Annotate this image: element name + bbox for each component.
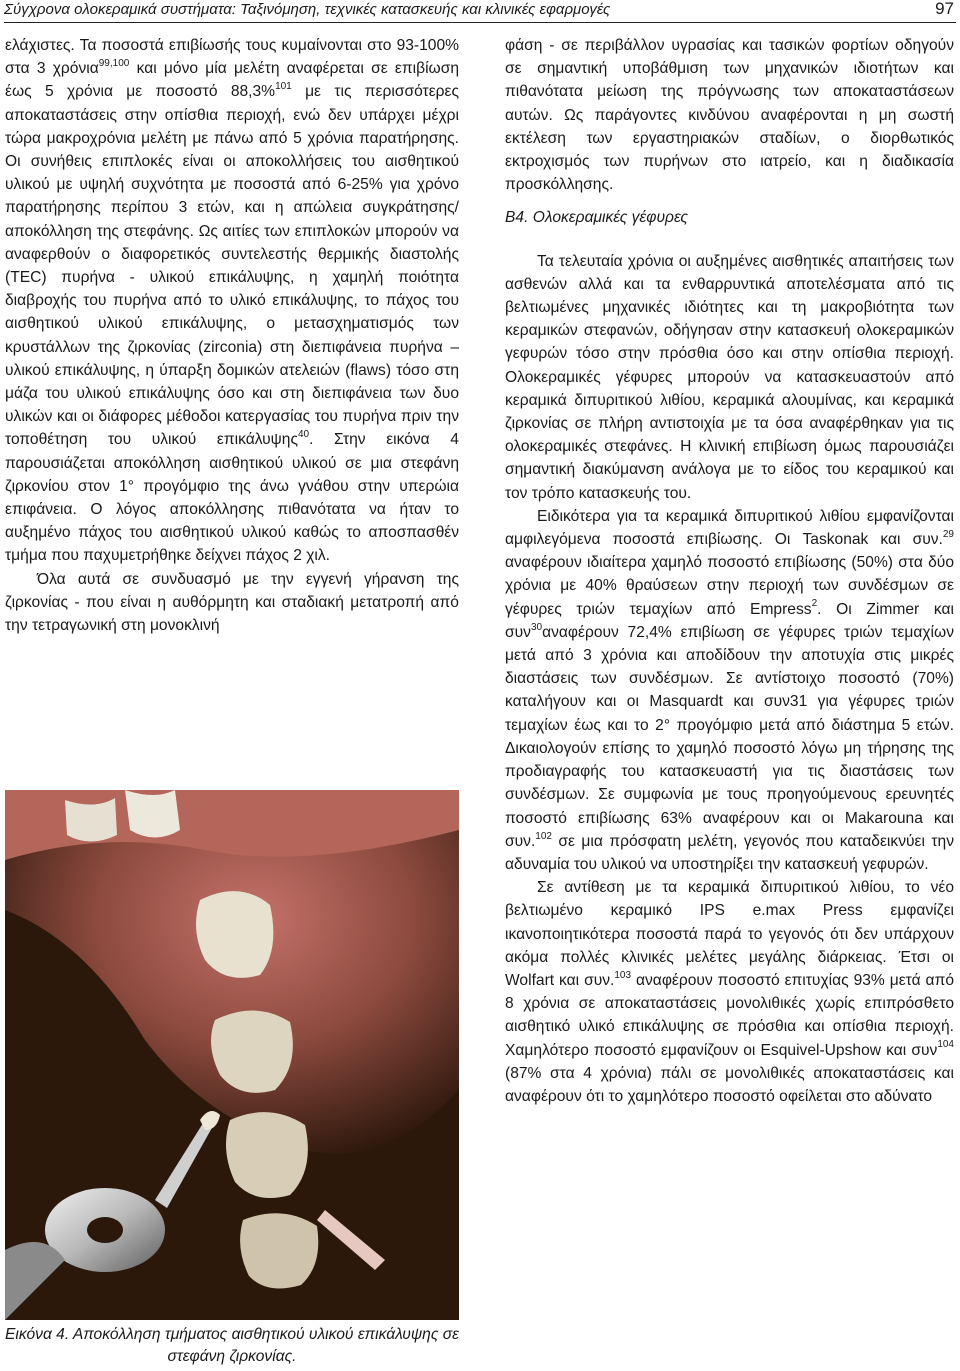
citation: 30 (530, 621, 543, 633)
text-run: σε μια πρόσφατη μελέτη, γεγονός που καταδεικνύει την αδυναμία του υλικού να υποστηρίξει την κατασκευή γεφυρών. (505, 832, 954, 873)
figure-4-photo (5, 790, 459, 1320)
left-column (5, 34, 459, 637)
citation: 29 (942, 528, 954, 540)
citation: 101 (275, 81, 292, 93)
dental-photo-illustration (5, 790, 459, 1320)
running-title: Σύγχρονα ολοκεραμικά συστήματα: Ταξινόμηση, τεχνικές κατασκευής και κλινικές εφαρμογές (4, 1, 611, 18)
text-run: με τις περισσότερες αποκαταστάσεις στην οπίσθια περιοχή, ενώ δεν υπάρχει μέχρι τώρα μακροχρόνια μελέτη με πάνω από 5 χρόνια παρατήρησης. Οι συνήθεις επιπλοκές είναι οι αποκολλήσεις του αισθητικού υλικού με υψηλή συχνότητα με ποσοστά από 6-25% για χρόνο παρατήρησης περίπου 3 ετών, και η απώλεια συγκράτησης/αποκόλληση της στεφάνης. Ως αιτίες των επιπλοκών μπορούν να αναφερθούν ο διαφορετικός συντελεστής θερμικής διαστολής (TEC) πυρήνα - υλικού επικάλυψης, η χαμηλή ποιότητα διαβροχής του πυρήνα από το υλικό επικάλυψης, το πάχος του αισθητικού υλικού επικάλυψης, ο μετασχηματισμός των κρυστάλλων της ζιρκονίας (zirconia) στη διεπιφάνεια πυρήνα – υλικού επικάλυψης, η ύπαρξη δομικών ατελειών (flaws) τόσο στη μάζα του υλικού επικάλυψης όσο και στη διεπιφάνεια των δυο υλικών και οι διάφορες μέθοδοι κατεργασίας του πυρήνα πριν την τοποθέτηση του υλικού επικάλυψης (5, 83, 459, 449)
molar-shape (226, 1112, 308, 1198)
caliper-hole (87, 1217, 123, 1243)
citation: 102 (535, 830, 552, 842)
text-run: Σε αντίθεση με τα κεραμικά διπυριτικού λιθίου, το νέο βελτιωμένο κεραμικό IPS e.max Press εμφανίζει ικανοποιητικότερα ποσοστά παρά το γεγονός ότι δεν υπάρχουν ακόμα πολλές κλινικές μελέτες μεγάλης διάρκειας. Έτσι οι Wolfart και συν. (505, 879, 954, 989)
text-run: αναφέρουν 72,4% επιβίωση σε γέφυρες τριών τεμαχίων μετά από 3 χρόνια και αποδίδουν την αποτυχία στις μικρές διαστάσεις των συνδέσμων. Σε αντίστοιχο ποσοστό (70%) καταλήγουν και οι Masquardt και συν31 για γέφυρες τριών τεμαχίων έως και το 2° προγόμφιο μετά από διάστημα 5 ετών. Δικαιολογούν επίσης το χαμηλό ποσοστό λόγω μη τήρησης της προδιαγραφής του κατασκευαστή για τις διαστάσεις των συνδέσμων. Σε συμφωνία με τους προηγούμενους ερευνητές ποσοστό επιβίωσης 63% αναφέρουν και οι Makarouna και συν. (505, 623, 954, 850)
section-heading: Β4. Ολοκεραμικές γέφυρες (505, 209, 688, 227)
text-run: (87% στα 4 χρόνια) πάλι σε μονολιθικές αποκαταστάσεις και αναφέρουν ότι το χαμηλότερο ποσοστό οφείλεται στο αδύνατο (505, 1064, 954, 1105)
text-run: αναφέρουν ιδιαίτερα χαμηλό ποσοστό επιβίωσης (50%) στα δύο χρόνια με 40% θραύσεων στην περιοχή των συνδέσμων σε γέφυρες τριών τεμαχίων από Empress (505, 554, 954, 618)
left-paragraph-1 (5, 34, 459, 568)
text-run: ελάχιστες. Τα ποσοστά επιβίωσής τους κυμαίνονται στο 93-100% στα 3 χρόνια (5, 37, 459, 78)
citation: 99,100 (98, 58, 130, 70)
citation: 2 (811, 598, 818, 610)
right-column (505, 34, 954, 1108)
right-paragraph-2: Τα τελευταία χρόνια οι αυξημένες αισθητικές απαιτήσεις των ασθενών αλλά και τα ενθαρρυντικά αποτελέσματα από τις βελτιωμένες μηχανικές ιδιότητες και τη μακροβιότητα των κεραμικών στεφανών, οδήγησαν στην κατασκευή ολοκεραμικών γεφυρών τόσο στην πρόσθια όσο και στην οπίσθια περιοχή. Ολοκεραμικές γέφυρες μπορούν να κατασκευαστούν από κεραμικά διπυριτικού λιθίου, κεραμικά αλουμίνας, και κεραμικά ζιρκονίας σε πλήρη αντιστοιχία με τα όσα αναφέρθηκαν για τις ολοκεραμικές στεφάνες. Η κλινική επιβίωση όμως παρουσιάζει σημαντική διακύμανση ανάλογα με το είδος του κεραμικού και τον τρόπο κατασκευής του. (505, 252, 954, 502)
citation: 40 (297, 429, 310, 441)
molar-shape (240, 1213, 318, 1288)
citation: 103 (614, 969, 632, 981)
right-paragraph-4 (505, 876, 954, 1108)
running-header (4, 0, 956, 23)
page-number: 97 (935, 0, 954, 18)
figure-caption: Εικόνα 4. Αποκόλληση τμήματος αισθητικού υλικού επικάλυψης σε στεφάνη ζιρκονίας. (5, 1326, 460, 1365)
citation: 104 (937, 1039, 954, 1051)
incisor-shape (125, 790, 180, 838)
text-run: αναφέρουν ποσοστό επιτυχίας 93% μετά από 8 χρόνια σε αποκαταστάσεις μονολιθικές χωρίς επιπρόσθετο αισθητικό υλικό επικάλυψης σε πρόσθια και οπίσθια περιοχή. Χαμηλότερο ποσοστό εμφανίζουν οι Esquivel-Upshow και συν (505, 971, 954, 1059)
text-run: Ειδικότερα για τα κεραμικά διπυριτικού λιθίου εμφανίζονται αμφιλεγόμενα ποσοστά επιβίωσης. Οι Taskonak και συν. (505, 507, 954, 549)
text-run: . Οι Zimmer και συν (505, 600, 954, 641)
text-run: και μόνο μία μελέτη αναφέρεται σε επιβίωση έως 5 χρόνια με ποσοστό 88,3% (5, 60, 460, 101)
right-paragraph-3 (505, 505, 954, 876)
right-paragraph-1: φάση - σε περιβάλλον υγρασίας και τασικών φορτίων οδηγούν σε σημαντική υποβάθμιση των μηχανικών ιδιοτήτων και πιθανότατα μείωση της πρόγνωσης των αποκαταστάσεων αυτών. Ως παράγοντες κινδύνου αναφέρονται η μη σωστή εκτέλεση των εργαστηριακών σταδίων, ο διορθωτικός εκτροχισμός των πυρήνων στο ιατρείο, και η διαδικασία προσκόλλησης. (505, 37, 954, 194)
left-paragraph-2: Όλα αυτά σε συνδυασμό με την εγγενή γήρανση της ζιρκονίας - που είναι η αυθόρμητη και σταδιακή μετατροπή από την τετραγωνική στη μονοκλινή (5, 570, 459, 635)
text-run: . Στην εικόνα 4 παρουσιάζεται αποκόλληση αισθητικού υλικού σε μια στεφάνη ζιρκονίου στον 1° προγόμφιο της άνω γνάθου στην υπερώια επιφάνεια. Ο λόγος αποκόλλησης πιθανότατα να ήταν το αυξημένο πάχος του αισθητικού υλικού καθώς το αποσπασθέν τμήμα που παχυμετρήθηκε δείχνει πάχος 2 χιλ. (5, 431, 459, 565)
